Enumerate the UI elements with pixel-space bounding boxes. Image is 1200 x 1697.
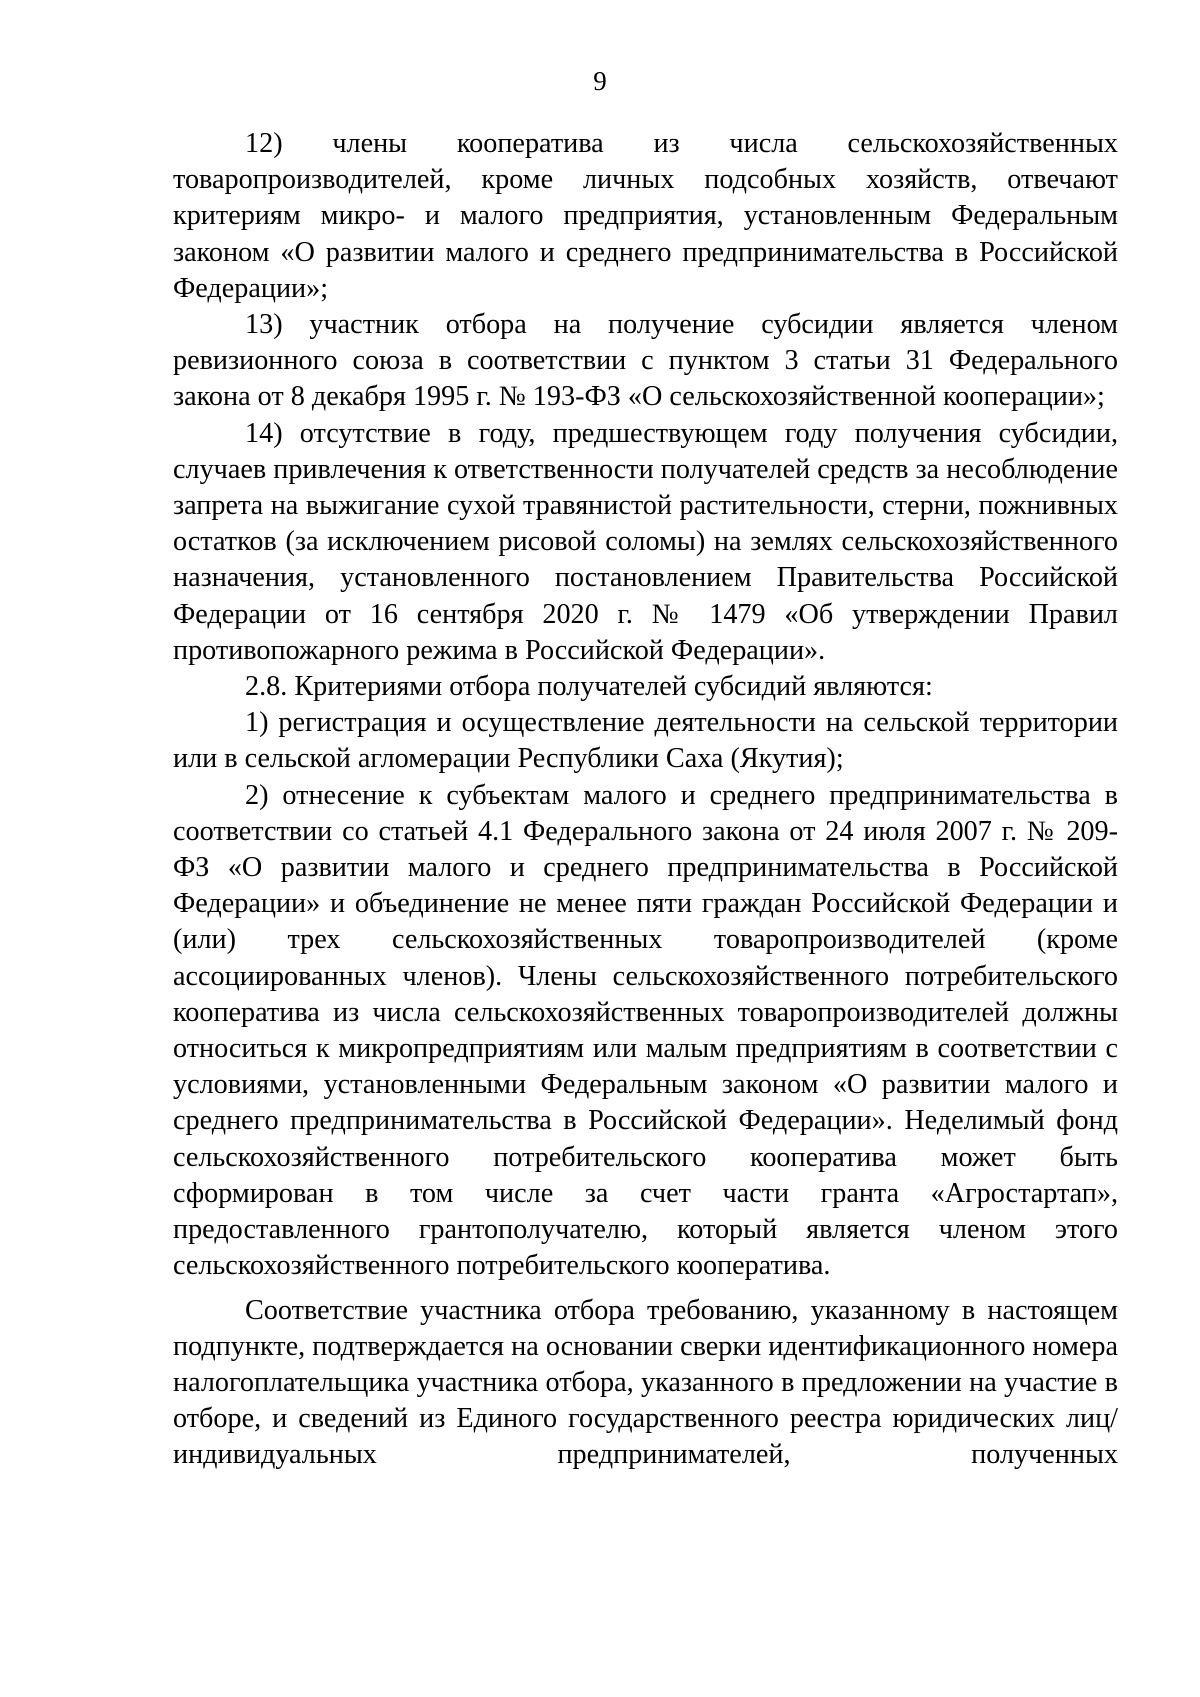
document-body [173,126,1118,1474]
paragraph-section-2-8: 2.8. Критериями отбора получателей субсидий являются: [245,671,933,703]
paragraph-item-14: 14) отсутствие в году, предшествующем году получения субсидии, случаев привлечения к ответственности получателей средств за несоблюдение запрета на выжигание сухой травянистой растительности, стерни, пожнивных остатков (за исключением рисовой соломы) на землях сельскохозяйственного назначения, установленного постановлением Правительства Российской Федерации от 16 сентября 2020 г. № 1479 «Об утверждении Правил противопожарного режима в Российской Федерации». [173,417,1118,666]
paragraph-criterion-1: 1) регистрация и осуществление деятельности на сельской территории или в сельской агломерации Республики Саха (Якутия); [173,707,1118,775]
paragraph-item-12: 12) члены кооператива из числа сельскохозяйственных товаропроизводителей, кроме личных подсобных хозяйств, отвечают критериям микро- и малого предприятия, установленным Федеральным законом «О развитии малого и среднего предпринимательства в Российской Федерации»; [173,128,1118,304]
paragraph-item-13: 13) участник отбора на получение субсидии является членом ревизионного союза в соответствии с пунктом 3 статьи 31 Федерального закона от 8 декабря 1995 г. № 193-ФЗ «О сельскохозяйственной кооперации»; [173,309,1118,413]
paragraph-criterion-2: 2) отнесение к субъектам малого и среднего предпринимательства в соответствии со статьей 4.1 Федерального закона от 24 июля 2007 г. № 209-ФЗ «О развитии малого и среднего предпринимательства в Российской Федерации» и объединение не менее пяти граждан Российской Федерации и (или) трех сельскохозяйственных товаропроизводителей (кроме ассоциированных членов). Члены сельскохозяйственного потребительского кооператива из числа сельскохозяйственных товаропроизводителей должны относиться к микропредприятиям или малым предприятиям в соответствии с условиями, установленными Федеральным законом «О развитии малого и среднего предпринимательства в Российской Федерации». Неделимый фонд сельскохозяйственного потребительского кооператива может быть сформирован в том числе за счет части гранта «Агростартап», предоставленного грантополучателю, который является членом этого сельскохозяйственного потребительского кооператива. [173,779,1118,1282]
paragraph-compliance: Соответствие участника отбора требованию, указанному в настоящем подпункте, подтверждается на основании сверки идентификационного номера налогоплательщика участника отбора, указанного в предложении на участие в отборе, и сведений из Единого государственного реестра юридических лиц/индивидуальных предпринимателей, полученных [173,1294,1118,1471]
page-number: 9 [593,66,607,96]
